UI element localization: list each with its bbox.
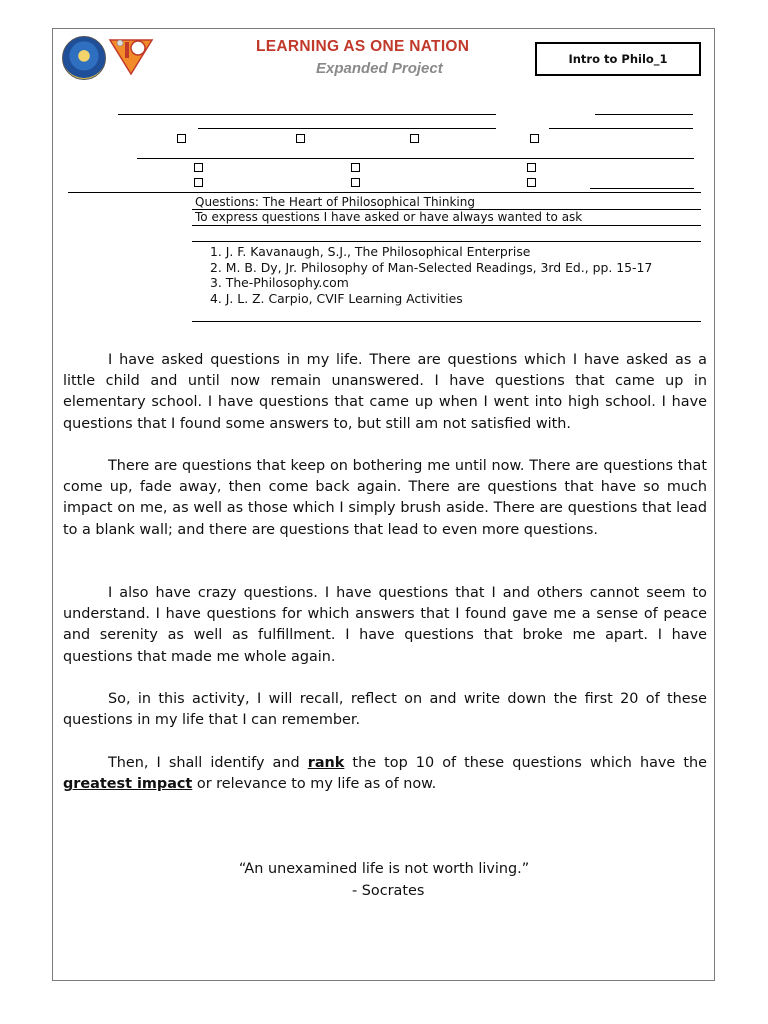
checkbox[interactable] — [410, 134, 419, 143]
checkbox[interactable] — [194, 163, 203, 172]
form-line[interactable] — [137, 158, 694, 159]
paragraph-4: So, in this activity, I will recall, reflect on and write down the first 20 of these questions in my life that I can remember. — [63, 691, 707, 729]
division-logo — [108, 36, 154, 76]
form-divider — [68, 192, 701, 193]
name-blank-line[interactable] — [118, 114, 496, 115]
paragraph-2: There are questions that keep on bothering me until now. There are questions that come up, fade away, then come back again. There are questions that have so much impact on me, as well as those which I simply brush aside. There are questions that lead to a blank wall; and there are questions that lead to even more questions. — [63, 458, 707, 538]
reference-item: 3. The-Philosophy.com — [210, 275, 349, 290]
checkbox[interactable] — [177, 134, 186, 143]
form-line[interactable] — [590, 188, 694, 189]
form-line — [192, 321, 701, 322]
topic-text: Questions: The Heart of Philosophical Thinking — [195, 195, 475, 209]
reference-list — [210, 244, 652, 306]
greatest-impact-emphasis: greatest impact — [63, 776, 193, 793]
form-line — [192, 241, 701, 242]
paragraph-5-start: Then, I shall identify and — [108, 755, 308, 771]
rank-emphasis: rank — [307, 755, 345, 771]
reference-item: 4. J. L. Z. Carpio, CVIF Learning Activities — [210, 290, 463, 306]
objective-text: To express questions I have asked or have always wanted to ask — [195, 210, 583, 224]
reference-item: 2. M. B. Dy, Jr. Philosophy of Man-Selected Readings, 3rd Ed., pp. 15-17 — [210, 259, 653, 275]
checkbox[interactable] — [351, 178, 360, 187]
checkbox[interactable] — [351, 163, 360, 172]
header-subtitle: Expanded Project — [316, 60, 443, 77]
module-code-box — [535, 42, 701, 76]
paragraph-1: I have asked questions in my life. There are questions which I have asked as a little child and until now remain unanswered. I have questions that came up in elementary school. I have questions that came up when I went into high school. I have questions that I found some answers to, but still am not satisfied with. — [63, 352, 707, 432]
checkbox[interactable] — [527, 163, 536, 172]
module-code: Intro to Philo_1 — [568, 52, 668, 66]
checkbox[interactable] — [527, 178, 536, 187]
header-title: LEARNING AS ONE NATION — [256, 38, 470, 55]
date-blank-line[interactable] — [595, 114, 693, 115]
socrates-quote: “An unexamined life is not worth living.” — [238, 861, 530, 877]
reference-item: 1. J. F. Kavanaugh, S.J., The Philosophical Enterprise — [210, 244, 531, 259]
school-seal-logo — [62, 36, 106, 80]
paragraph-5-middle: the top 10 of these questions which have the — [344, 755, 707, 771]
checkbox[interactable] — [194, 178, 203, 187]
checkbox[interactable] — [530, 134, 539, 143]
form-line — [192, 225, 701, 226]
score-blank-line[interactable] — [549, 128, 693, 129]
paragraph-3: I also have crazy questions. I have questions that I and others cannot seem to understand. I have questions for which answers that I found gave me a sense of peace and serenity as well as fulfillment. I have questions that broke me apart. I have questions that made me whole again. — [63, 585, 707, 665]
quote-author: - Socrates — [352, 883, 425, 899]
paragraph-5-end: or relevance to my life as of now. — [192, 776, 437, 793]
paragraph-5 — [63, 753, 707, 795]
section-blank-line[interactable] — [198, 128, 496, 129]
checkbox[interactable] — [296, 134, 305, 143]
